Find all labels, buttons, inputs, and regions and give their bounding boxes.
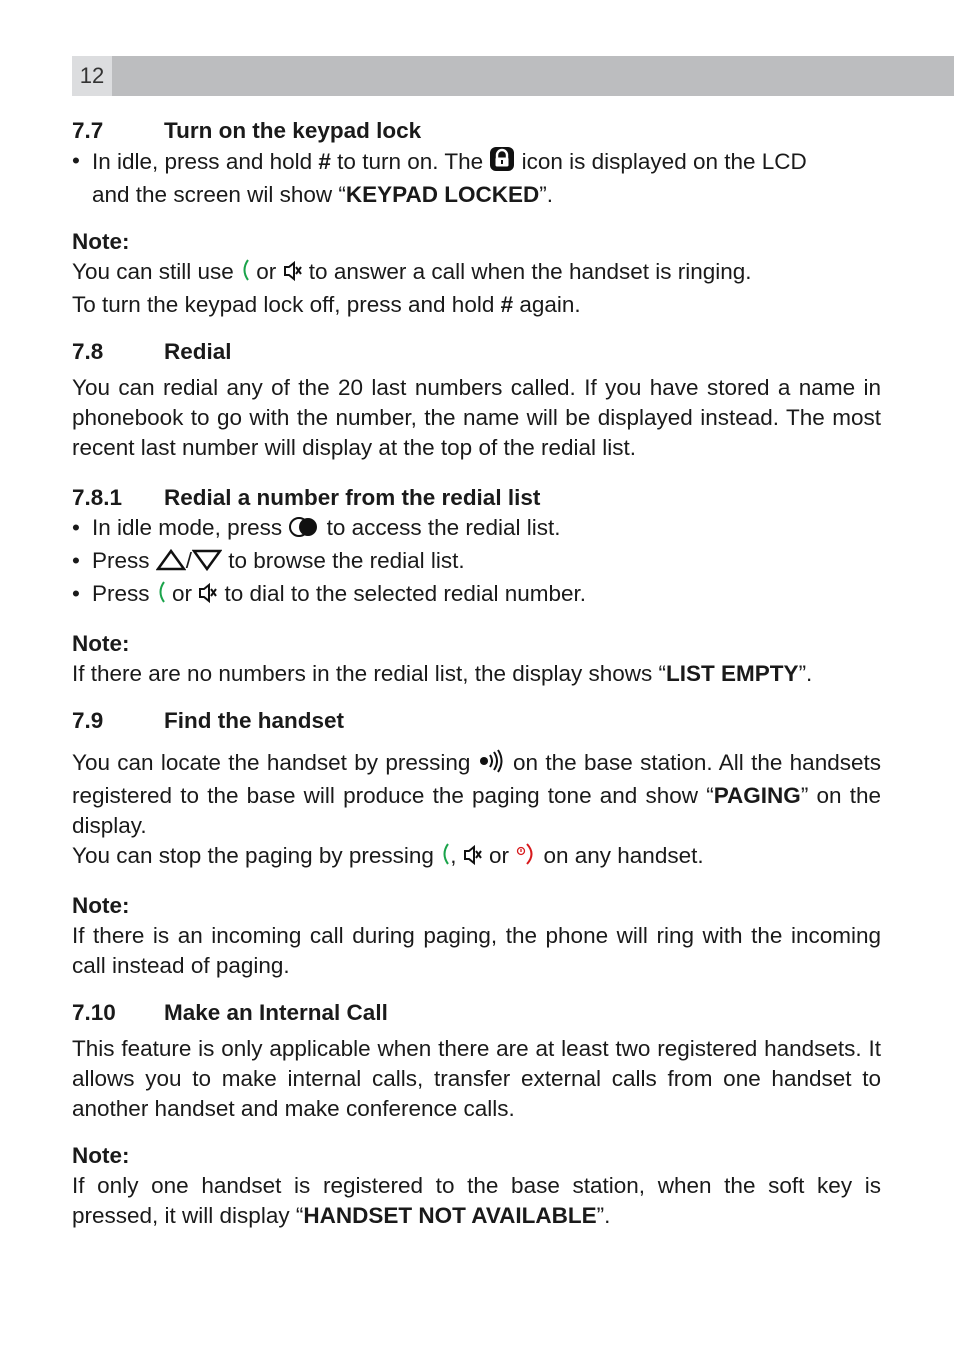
- down-arrow-icon: [192, 549, 222, 579]
- bullet-keypad-lock: • In idle, press and hold # to turn on. The icon is displayed on the LCD and the screen wil show “KEYPAD LOCKED”.: [72, 148, 807, 207]
- bullet-browse: • Press / to browse the redial list.: [72, 546, 881, 579]
- bullet-dial: • Press or to dial to the selected redial number.: [72, 579, 881, 612]
- up-arrow-icon: [156, 549, 186, 579]
- section-7-10-heading: 7.10 Make an Internal Call: [72, 1000, 388, 1025]
- lock-icon: [489, 146, 515, 180]
- section-7-8-heading: 7.8 Redial: [72, 339, 232, 364]
- bullet-access-redial: • In idle mode, press to access the redial list.: [72, 513, 881, 546]
- speaker-icon: [198, 582, 218, 612]
- internal-call-body: This feature is only applicable when there are at least two registered handsets. It allows you to make internal calls, transfer external calls from one handset to another handset and make conference calls.: [72, 1036, 881, 1121]
- note-label: Note:: [72, 631, 130, 656]
- page-content: [72, 116, 881, 1231]
- note-text: If only one handset is registered to the base station, when the soft key is pressed, it will display “HANDSET NOT AVAILABLE”.: [72, 1173, 881, 1228]
- talk-icon: [240, 258, 250, 290]
- note-text: If there is an incoming call during paging, the phone will ring with the incoming call instead of paging.: [72, 923, 881, 978]
- note-label: Note:: [72, 229, 130, 254]
- end-call-icon: [515, 842, 537, 874]
- talk-icon: [440, 842, 450, 874]
- section-7-7-heading: 7.7 Turn on the keypad lock: [72, 118, 422, 143]
- stop-paging-text: You can stop the paging by pressing , or on any handset.: [72, 841, 881, 874]
- paging-icon: [478, 749, 506, 781]
- redial-icon: [288, 516, 320, 546]
- note-label: Note:: [72, 893, 130, 918]
- note-text: If there are no numbers in the redial list, the display shows “LIST EMPTY”.: [72, 661, 813, 686]
- header-bar: [72, 56, 954, 96]
- speaker-icon: [283, 260, 303, 290]
- note-text: You can still use or to answer a call when the handset is ringing. To turn the keypad lock off, press and hold # again.: [72, 259, 752, 317]
- page-number: 12: [72, 56, 112, 96]
- speaker-icon: [463, 844, 483, 874]
- find-handset-body: You can locate the handset by pressing on the base station. All the handsets registered to the base will produce the paging tone and show “PAGING” on the display.: [72, 750, 881, 838]
- talk-icon: [156, 580, 166, 612]
- note-label: Note:: [72, 1143, 130, 1168]
- section-7-9-heading: 7.9 Find the handset: [72, 708, 344, 733]
- redial-body: You can redial any of the 20 last numbers called. If you have stored a name in phonebook to go with the number, the name will be displayed instead. The most recent last number will display at the top of the redial list.: [72, 375, 881, 460]
- section-7-8-1-heading: 7.8.1 Redial a number from the redial list: [72, 485, 541, 510]
